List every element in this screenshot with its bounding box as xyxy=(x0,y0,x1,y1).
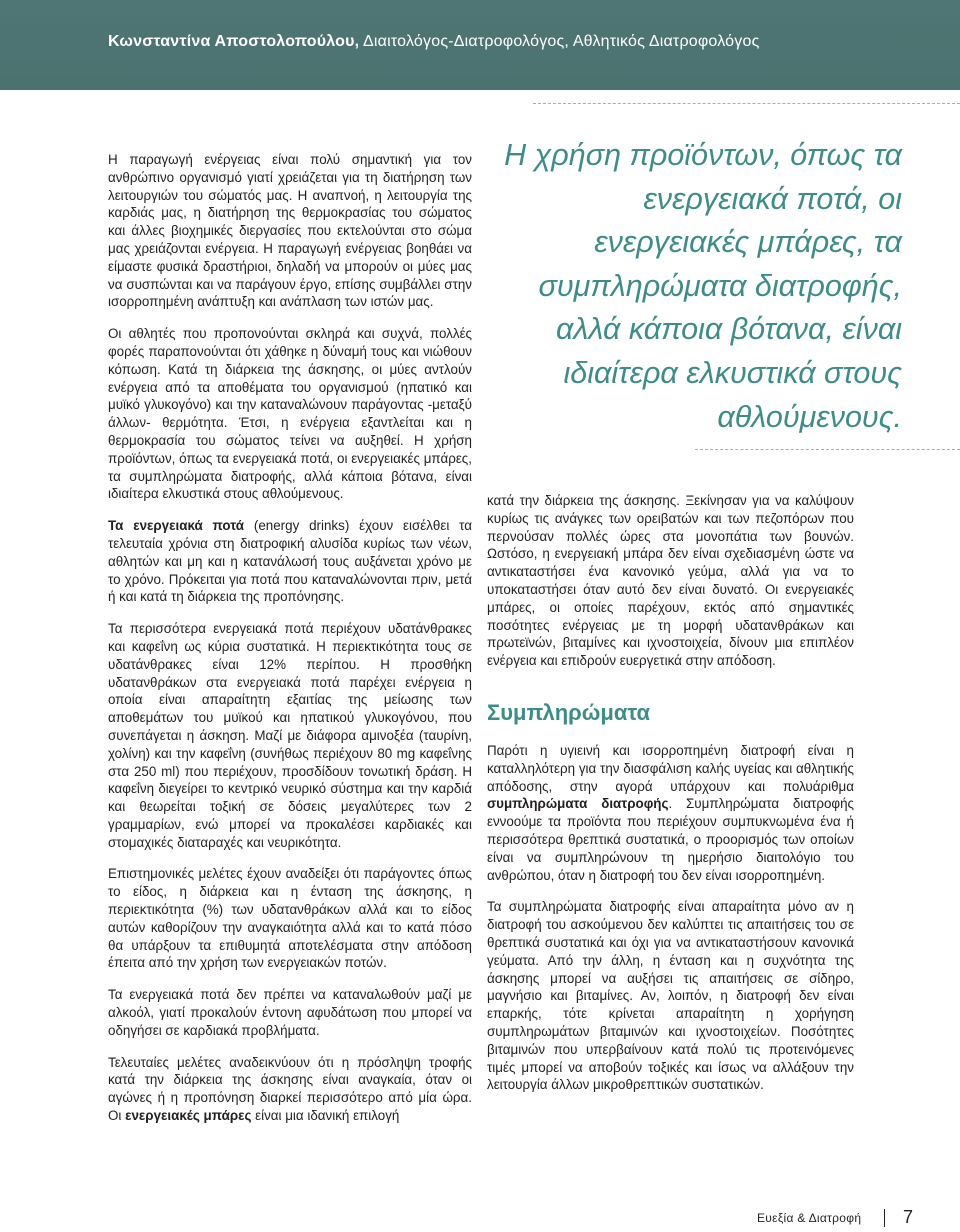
paragraph: Τα περισσότερα ενεργειακά ποτά περιέχουν υδατάνθρακες και καφεΐνη ως κύρια συστατικά. Η περιεκτικότητα τους σε υδατάνθρακες είναι 12% περίπου. Η προσθήκη υδατανθράκων στα ενεργειακά ποτά παρέχει ενέργεια η οποία είναι απαραίτητη εξαιτίας της μείωσης των αποθεμάτων του μυϊκού και ηπατικού γλυκογόνου, που συνεπάγεται η άσκηση. Μαζί με διάφορα αμινοξέα (ταυρίνη, χολίνη) και την καφεΐνη (συνήθως περιέχουν 80 mg καφεΐνης στα 250 ml) που περιέχουν, προσδίδουν τονωτική δράση. Η καφεΐνη διεγείρει το κεντρικό νευρικό σύστημα και την καρδιά και θεωρείται τοξική σε δόσεις μεγαλύτερες των 2 γραμμαρίων, ενώ μπορεί να προκαλέσει καρδιακές και στομαχικές διαταραχές και νευρικότητα. xyxy=(108,621,472,850)
paragraph xyxy=(108,517,472,606)
paragraph-text: είναι μια ιδανική επιλογή xyxy=(251,1108,400,1124)
supplements-term: συμπληρώματα διατροφής xyxy=(487,796,669,812)
right-column xyxy=(487,492,854,1108)
energy-drinks-term: Τα ενεργειακά ποτά xyxy=(108,518,245,534)
header-byline xyxy=(108,33,759,51)
paragraph-text: . Συμπληρώματα διατροφής εννοούμε τα προϊόντα που περιέχουν συμπυκνωμένα ένα ή περισσότερα θρεπτικά συστατικά, ο προορισμός των οποίων είναι να συμπληρώνουν τη ημερήσιο διαιτολόγιο του ανθρώπου, όταν η διατροφή του δεν είναι ισορροπημένη. xyxy=(487,796,854,883)
left-column xyxy=(108,151,472,1139)
paragraph xyxy=(108,1054,472,1125)
paragraph: Επιστημονικές μελέτες έχουν αναδείξει ότι παράγοντες όπως το είδος, η διάρκεια και η ένταση της άσκησης, η περιεκτικότητα (%) των υδατανθράκων αλλά και το είδος αυτών καθορίζουν την αναγκαιότητα αλλά και το κατά πόσο θα υπάρξουν τα επιθυμητά αποτελέσματα στην απόδοση έπειτα από την χρήση των ενεργειακών ποτών. xyxy=(108,866,472,971)
author-role: Διαιτολόγος-Διατροφολόγος, Αθλητικός Διατροφολόγος xyxy=(363,33,760,50)
author-name: Κωνσταντίνα Αποστολοπούλου, xyxy=(108,33,360,50)
paragraph: κατά την διάρκεια της άσκησης. Ξεκίνησαν για να καλύψουν κυρίως τις ανάγκες των ορειβατών και των πεζοπόρων που περνούσαν πολλές ώρες στα μονοπάτια των βουνών. Ωστόσο, η ενεργειακή μπάρα δεν είναι σχεδιασμένη ώστε να αντικαταστήσει ένα κανονικό γεύμα, αλλά για να το υποκαταστήσει όταν αυτό δεν είναι δυνατό. Οι ενεργειακές μπάρες, οι οποίες παρέχουν, εκτός από σημαντικές ποσότητες ενέργειας με τη μορφή υδατανθράκων και πρωτεϊνών, βιταμίνες και ιχνοστοιχεία, δίνουν μια επιπλέον ενέργεια και επιδρούν ευεργετικά στην απόδοση. xyxy=(487,493,854,669)
energy-bars-term: ενεργειακές μπάρες xyxy=(125,1108,252,1124)
section-title-supplements: Συμπληρώματα xyxy=(487,699,651,725)
header-band xyxy=(0,0,960,90)
pull-quote-bottom-divider xyxy=(695,449,960,450)
paragraph-text: Παρότι η υγιεινή και ισορροπημένη διατροφή είναι η καταλληλότερη για την διασφάλιση καλής υγείας και αθλητικής απόδοσης, στην αγορά υπάρχουν και πολυάριθμα xyxy=(487,742,854,794)
paragraph: Τα ενεργειακά ποτά δεν πρέπει να καταναλωθούν μαζί με αλκοόλ, γιατί προκαλούν έντονη αφυδάτωση που μπορεί να οδηγήσει σε καρδιακά προβλήματα. xyxy=(108,987,472,1038)
paragraph: Οι αθλητές που προπονούνται σκληρά και συχνά, πολλές φορές παραπονούνται ότι χάθηκε η δύναμή τους και νιώθουν κόπωση. Κατά τη διάρκεια της άσκησης, οι μύες αντλούν ενέργεια από τα αποθέματα του οργανισμού (ηπατικό και μυϊκό γλυκογόνο) και την καταναλώνουν παράγοντας -μεταξύ άλλων- θερμότητα. Έτσι, η ενέργεια εξαντλείται και η θερμοκρασία του σώματος τείνει να αυξηθεί. Η χρήση προϊόντων, όπως τα ενεργειακά ποτά, οι ενεργειακές μπάρες, τα συμπληρώματα διατροφής, αλλά κάποια βότανα, είναι ιδιαίτερα ελκυστικά στους αθλούμενους. xyxy=(108,326,472,502)
page-footer xyxy=(0,1205,960,1232)
footer-divider xyxy=(884,1209,885,1227)
magazine-name: Ευεξία & Διατροφή xyxy=(757,1211,862,1225)
paragraph: Τα συμπληρώματα διατροφής είναι απαραίτητα μόνο αν η διατροφή του ασκούμενου δεν καλύπτει τις απαιτήσεις του σε θρεπτικά συστατικά και όχι για να αντικαταστήσουν κανονικά γεύματα. Από την άλλη, η ένταση και η συχνότητα της άσκησης μπορεί να αυξήσει τις απαιτήσεις σε σίδηρο, μαγνήσιο και βιταμίνες. Αν, λοιπόν, η διατροφή δεν είναι επαρκής, τότε κρίνεται απαραίτητη η χορήγηση συμπληρωμάτων βιταμινών και ιχνοστοιχείων. Ποσότητες βιταμινών που υπερβαίνουν κατά πολύ τις προτεινόμενες τιμές μπορεί να αποβούν τοξικές και ίσως να αλλάξουν την λειτουργία άλλων μικροθρεπτικών συστατικών. xyxy=(487,899,854,1093)
page-number: 7 xyxy=(903,1207,914,1227)
pull-quote-top-divider xyxy=(533,103,960,104)
paragraph-text: (energy drinks) έχουν εισέλθει τα τελευταία χρόνια στη διατροφική αλυσίδα κυρίως των νέων, αθλητών και μη και η κατανάλωσή τους αυξάνεται χρόνο με το χρόνο. Πρόκειται για ποτά που καταναλώνονται πριν, μετά ή και κατά τη διάρκεια της προπόνησης. xyxy=(108,518,472,605)
paragraph xyxy=(487,742,854,884)
paragraph: Η παραγωγή ενέργειας είναι πολύ σημαντική για τον ανθρώπινο οργανισμό γιατί χρειάζεται για τη διατήρηση των λειτουργιών του σώματός μας. Η αναπνοή, η λειτουργία της καρδιάς μας, η διατήρηση της θερμοκρασίας του σώματος και άλλες βιοχημικές διεργασίες που εκτελούνται στο σώμα μας χρειάζονται ενέργεια. Η παραγωγή ενέργειας βοηθάει να είμαστε φυσικά δραστήριοι, δηλαδή να μπορούν οι μύες μας να συσπώνται και να παράγουν έργο, επίσης συμβάλλει στην ισορροπημένη ανάπτυξη και ανάπλαση των ιστών μας. xyxy=(108,152,472,310)
paragraph-text: Τελευταίες μελέτες αναδεικνύουν ότι η πρόσληψη τροφής κατά την διάρκεια της άσκησης είναι αναγκαία, όταν οι αγώνες ή η προπόνηση διαρκεί περισσότερο από μία ώρα. Οι xyxy=(108,1054,472,1124)
pull-quote: Η χρήση προϊόντων, όπως τα ενεργειακά ποτά, οι ενεργειακές μπάρες, τα συμπληρώματα διατροφής, αλλά κάποια βότανα, είναι ιδιαίτερα ελκυστικά στους αθλούμενους. xyxy=(504,138,902,434)
